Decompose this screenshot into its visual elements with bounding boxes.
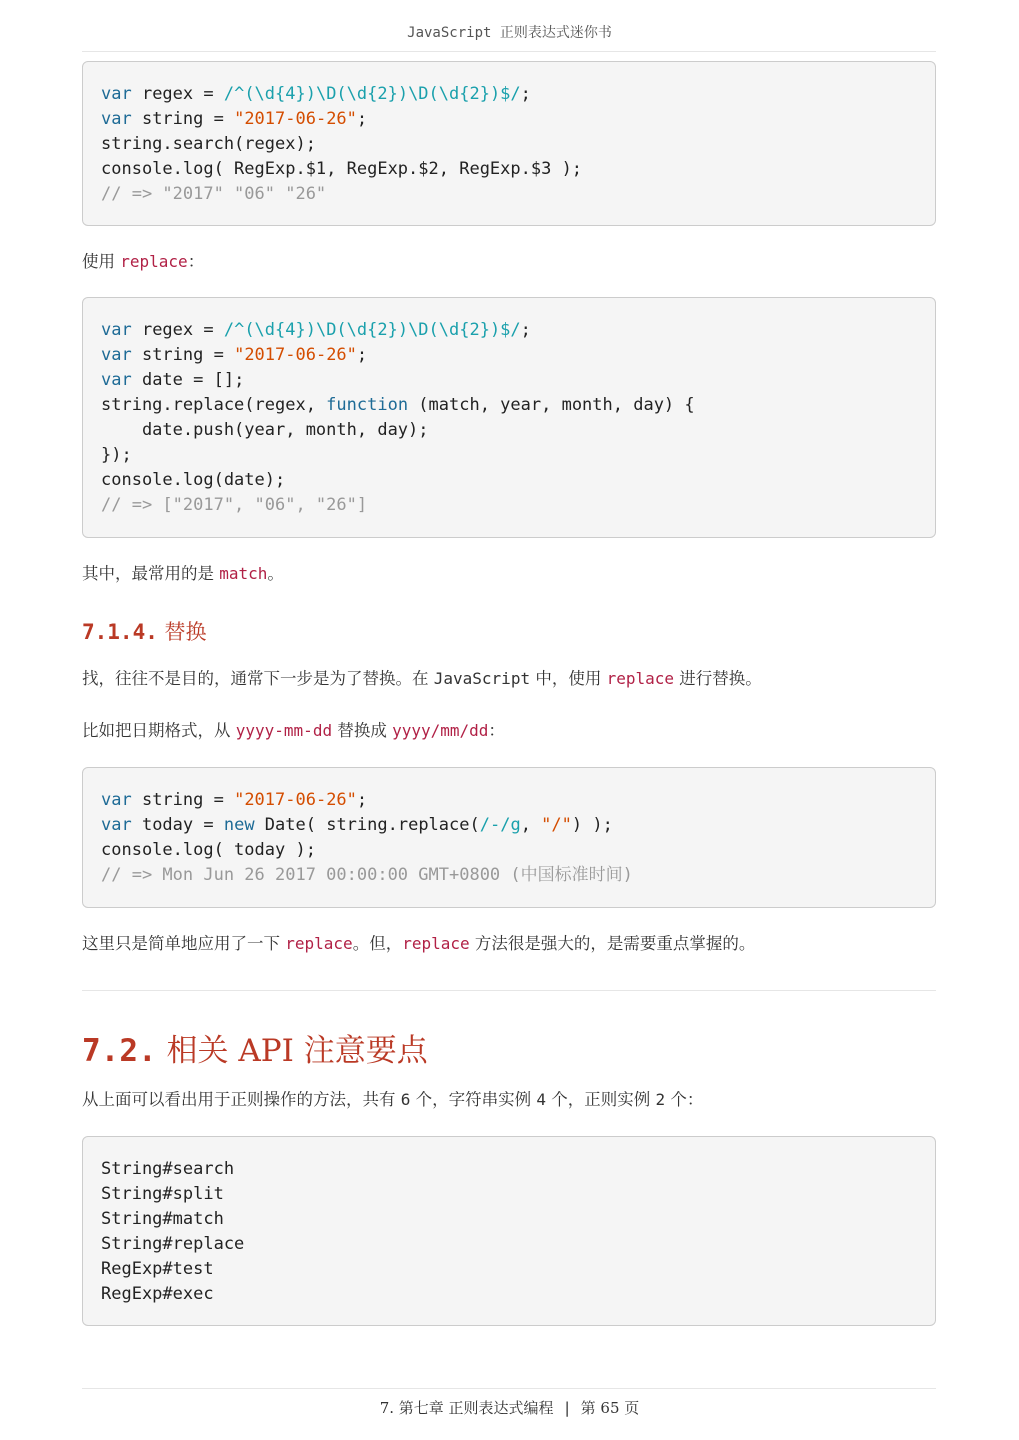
paragraph-match [82, 562, 942, 586]
code-block-methods [82, 1136, 936, 1326]
code-keyword: var [101, 815, 132, 835]
paragraph-replace-intro [82, 667, 942, 691]
code-line: RegExp#test [101, 1259, 214, 1279]
text: 个，正则实例 [546, 1090, 656, 1109]
inline-code: yyyy-mm-dd [235, 721, 333, 740]
code-text: date = []; [131, 370, 245, 390]
code-keyword: var [101, 109, 132, 129]
text: 方法很是强大的，是需要重点掌握的。 [469, 934, 756, 953]
number: 6 [400, 1090, 411, 1109]
code-text: ) ); [571, 815, 613, 835]
page-number: 第 65 页 [580, 1399, 640, 1417]
code-line [101, 813, 917, 838]
text: 进行替换。 [674, 669, 762, 688]
inline-code: replace [285, 934, 353, 953]
section-number: 7.2. [82, 1033, 157, 1069]
text: ： [187, 252, 205, 271]
code-text: regex = [131, 320, 224, 340]
section-number: 7.1.4. [82, 620, 158, 644]
code-text: ; [356, 790, 368, 810]
code-line: RegExp#exec [101, 1284, 214, 1304]
code-keyword: new [223, 815, 255, 835]
text: 找，往往不是目的，通常下一步是为了替换。在 [82, 669, 434, 688]
code-regex: /^(\d{4})\D(\d{2})\D(\d{2})$/ [223, 320, 521, 340]
code-line: String#replace [101, 1234, 245, 1254]
code-line: String#match [101, 1209, 224, 1229]
code-keyword: var [101, 320, 132, 340]
number: 4 [536, 1090, 547, 1109]
footer-chapter: 7. 第七章 正则表达式编程 [379, 1399, 554, 1417]
code-line [101, 82, 917, 107]
text: 比如把日期格式，从 [82, 721, 236, 740]
code-line: String#search [101, 1159, 235, 1179]
code-keyword: var [101, 370, 132, 390]
code-text: , [520, 815, 542, 835]
code-line: }); [101, 445, 132, 465]
code-comment: // => "2017" "06" "26" [101, 184, 327, 204]
code-line [101, 343, 917, 368]
code-block-date [82, 767, 936, 908]
footer-divider [82, 1388, 936, 1389]
code-line: console.log( RegExp.$1, RegExp.$2, RegExp.$3 ); [101, 159, 583, 179]
section-divider [82, 990, 936, 991]
text: 使用 [82, 252, 121, 271]
code-text: string.replace(regex, [101, 395, 327, 415]
code-text: regex = [131, 84, 224, 104]
code-text: string = [131, 790, 235, 810]
section-heading-7-2 [82, 1025, 428, 1070]
text: 中，使用 [530, 669, 607, 688]
code-text: string = [131, 345, 235, 365]
text: 其中，最常用的是 [82, 564, 220, 583]
code-line: String#split [101, 1184, 224, 1204]
header-divider [82, 51, 936, 52]
code-line: console.log( today ); [101, 840, 316, 860]
inline-code: replace [606, 669, 675, 688]
footer-separator: | [553, 1399, 581, 1417]
code-text: string = [131, 109, 235, 129]
text: 替换成 [332, 721, 393, 740]
text: 个，字符串实例 [410, 1090, 537, 1109]
section-title: 替换 [164, 620, 207, 644]
text: 这里只是简单地应用了一下 [82, 934, 286, 953]
section-heading-7-1-4 [82, 616, 207, 646]
code-line: date.push(year, month, day); [101, 420, 429, 440]
code-line: string.search(regex); [101, 134, 316, 154]
text: 。 [267, 564, 284, 583]
code-keyword: function [326, 395, 409, 415]
code-keyword: var [101, 345, 132, 365]
code-line [101, 368, 917, 393]
code-string: "2017-06-26" [234, 109, 357, 129]
inline-code: replace [120, 252, 188, 271]
code-keyword: var [101, 790, 132, 810]
page-footer [0, 1397, 1019, 1418]
text: ： [488, 721, 505, 740]
code-string: "/" [541, 815, 572, 835]
paragraph-date-format [82, 719, 942, 743]
code-comment: // => Mon Jun 26 2017 00:00:00 GMT+0800 (中国标准时间) [101, 865, 633, 885]
inline-code: yyyy/mm/dd [392, 721, 489, 740]
code-text: ; [520, 320, 531, 340]
text: 个： [665, 1090, 704, 1109]
number: 2 [655, 1090, 666, 1109]
section-title: 相关 API [166, 1033, 294, 1069]
code-text: ; [356, 345, 368, 365]
inline-code: replace [402, 934, 470, 953]
running-header: JavaScript 正则表达式迷你书 [407, 25, 612, 41]
code-block-search [82, 61, 936, 226]
paragraph-use-replace [82, 250, 942, 274]
code-line: console.log(date); [101, 470, 286, 490]
code-line [101, 393, 917, 418]
code-text: ; [520, 84, 531, 104]
paragraph-methods [82, 1088, 942, 1112]
text: 。但， [352, 934, 403, 953]
code-block-replace [82, 297, 936, 538]
code-text: (match, year, month, day) { [408, 395, 695, 415]
paragraph-replace-power [82, 932, 942, 956]
code-text: today = [131, 815, 224, 835]
code-regex: /-/g [479, 815, 521, 835]
code-text: Date( string.replace( [254, 815, 480, 835]
text: 从上面可以看出用于正则操作的方法，共有 [82, 1090, 401, 1109]
code-text: ; [356, 109, 368, 129]
text-javascript: JavaScript [433, 669, 531, 688]
code-string: "2017-06-26" [234, 790, 357, 810]
inline-code: match [219, 564, 268, 583]
code-regex: /^(\d{4})\D(\d{2})\D(\d{2})$/ [223, 84, 521, 104]
code-line [101, 788, 917, 813]
code-comment: // => ["2017", "06", "26"] [101, 495, 368, 515]
code-line [101, 107, 917, 132]
code-keyword: var [101, 84, 132, 104]
code-string: "2017-06-26" [234, 345, 357, 365]
code-line [101, 318, 917, 343]
section-title: 注意要点 [303, 1033, 428, 1069]
